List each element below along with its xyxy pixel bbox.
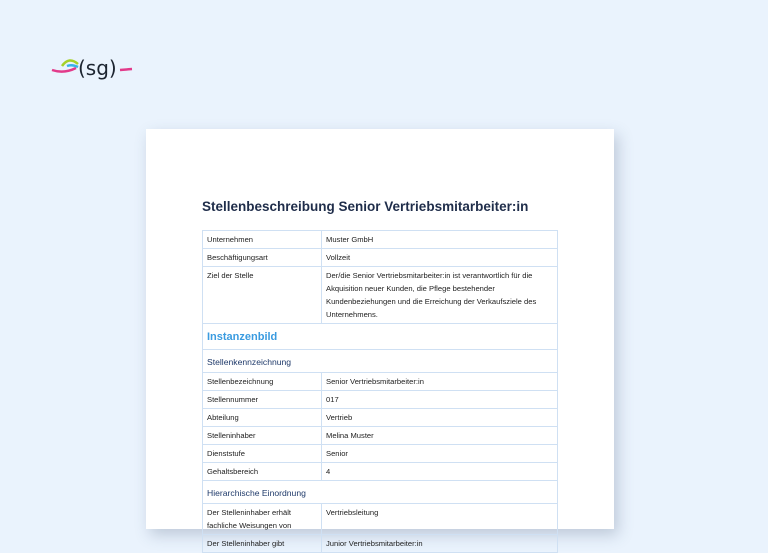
table-row xyxy=(203,267,558,324)
row-label: Unternehmen xyxy=(203,231,322,249)
row-value: Muster GmbH xyxy=(322,231,558,249)
row-label: Stellennummer xyxy=(203,391,322,409)
row-value: Senior xyxy=(322,445,558,463)
row-label: Der Stelleninhaber gibt xyxy=(203,535,322,553)
subsection-heading: Stellenkennzeichnung xyxy=(203,350,558,373)
table-row xyxy=(203,463,558,481)
row-value: Vollzeit xyxy=(322,249,558,267)
row-label: Stellenbezeichnung xyxy=(203,373,322,391)
table-row xyxy=(203,409,558,427)
table-row xyxy=(203,391,558,409)
row-value: Senior Vertriebsmitarbeiter:in xyxy=(322,373,558,391)
row-label: Der Stelleninhaber erhält fachliche Weisungen von xyxy=(203,504,322,535)
table-row xyxy=(203,231,558,249)
table-row xyxy=(203,535,558,553)
svg-text:(sg): (sg) xyxy=(78,56,117,80)
section-heading: Instanzenbild xyxy=(203,324,558,350)
row-value: Vertrieb xyxy=(322,409,558,427)
row-value: 017 xyxy=(322,391,558,409)
row-value: Junior Vertriebsmitarbeiter:in xyxy=(322,535,558,553)
sg-logo xyxy=(50,50,134,86)
row-label: Dienststufe xyxy=(203,445,322,463)
job-description-table xyxy=(202,230,558,553)
row-value: Vertriebsleitung xyxy=(322,504,558,535)
document-title: Stellenbeschreibung Senior Vertriebsmitarbeiter:in xyxy=(202,199,529,214)
row-label: Ziel der Stelle xyxy=(203,267,322,324)
table-row xyxy=(203,249,558,267)
table-row xyxy=(203,373,558,391)
row-label: Gehaltsbereich xyxy=(203,463,322,481)
table-row xyxy=(203,504,558,535)
row-label: Beschäftigungsart xyxy=(203,249,322,267)
row-value: 4 xyxy=(322,463,558,481)
row-value: Melina Muster xyxy=(322,427,558,445)
document-page xyxy=(146,129,614,548)
table-row xyxy=(203,427,558,445)
row-label: Stelleninhaber xyxy=(203,427,322,445)
row-value: Der/die Senior Vertriebsmitarbeiter:in ist verantwortlich für die Akquisition neuer Kunden, die Pflege bestehender Kundenbeziehungen und die Erreichung der Verkaufsziele des Unternehmens. xyxy=(322,267,558,324)
subsection-heading: Hierarchische Einordnung xyxy=(203,481,558,504)
table-row xyxy=(203,445,558,463)
row-label: Abteilung xyxy=(203,409,322,427)
